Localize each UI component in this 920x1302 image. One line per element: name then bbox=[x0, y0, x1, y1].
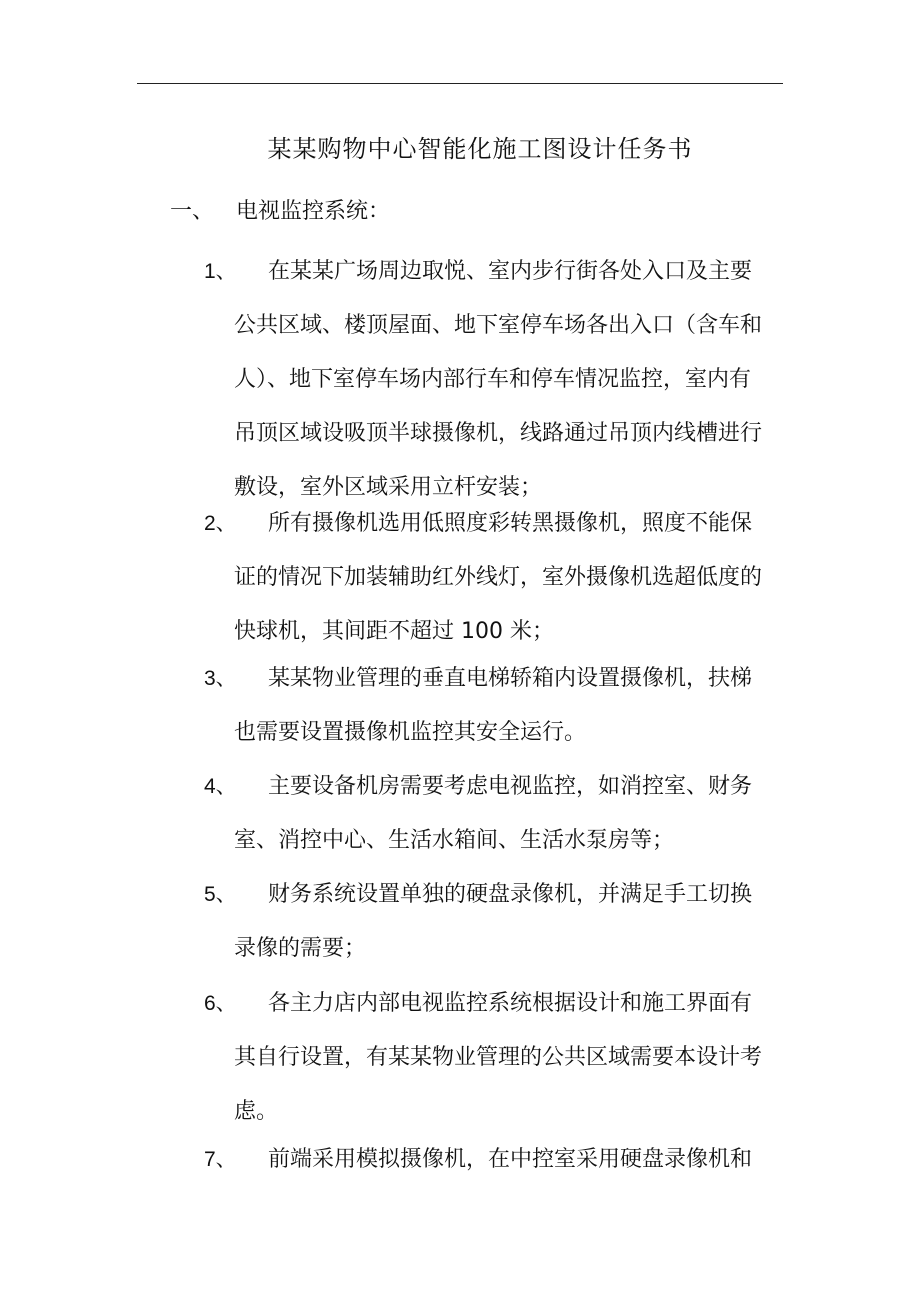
item-line: 所有摄像机选用低照度彩转黑摄像机，照度不能保 bbox=[268, 511, 753, 536]
list-item bbox=[204, 652, 784, 760]
section-heading-text: 电视监控系统： bbox=[236, 199, 391, 224]
list-item bbox=[204, 868, 784, 976]
item-line: 前端采用模拟摄像机，在中控室采用硬盘录像机和 bbox=[268, 1147, 753, 1172]
item-line: 快球机，其间距不超过 100 米； bbox=[234, 619, 554, 644]
section-heading bbox=[170, 196, 390, 228]
list-item bbox=[204, 977, 784, 1139]
item-number: 7、 bbox=[204, 1148, 237, 1171]
document-title: 某某购物中心智能化施工图设计任务书 bbox=[267, 135, 693, 163]
list-item bbox=[204, 760, 784, 868]
item-number: 3、 bbox=[204, 667, 237, 690]
item-line: 公共区域、楼顶屋面、地下室停车场各出入口（含车和 bbox=[234, 313, 763, 338]
item-line: 也需要设置摄像机监控其安全运行。 bbox=[234, 720, 587, 745]
list-item bbox=[204, 497, 784, 659]
item-line: 各主力店内部电视监控系统根据设计和施工界面有 bbox=[268, 991, 753, 1016]
item-line: 在某某广场周边取悦、室内步行街各处入口及主要 bbox=[268, 259, 753, 284]
item-line: 录像的需要； bbox=[234, 936, 367, 961]
list-item bbox=[204, 245, 784, 515]
item-line: 财务系统设置单独的硬盘录像机，并满足手工切换 bbox=[268, 882, 753, 907]
item-number: 1、 bbox=[204, 260, 237, 283]
item-line: 人）、地下室停车场内部行车和停车情况监控，室内有 bbox=[234, 367, 752, 392]
item-number: 6、 bbox=[204, 992, 237, 1015]
item-number: 5、 bbox=[204, 883, 237, 906]
list-item bbox=[204, 1133, 784, 1187]
item-line: 其自行设置，有某某物业管理的公共区域需要本设计考 bbox=[234, 1045, 763, 1070]
item-line: 某某物业管理的垂直电梯轿箱内设置摄像机，扶梯 bbox=[268, 666, 753, 691]
item-number: 4、 bbox=[204, 775, 237, 798]
item-line: 证的情况下加装辅助红外线灯，室外摄像机选超低度的 bbox=[234, 565, 763, 590]
item-line: 虑。 bbox=[234, 1099, 279, 1124]
header-rule bbox=[137, 83, 783, 84]
item-line: 主要设备机房需要考虑电视监控，如消控室、财务 bbox=[268, 774, 753, 799]
item-line: 室、消控中心、生活水箱间、生活水泵房等； bbox=[234, 828, 675, 853]
section-number: 一、 bbox=[170, 199, 215, 224]
item-line: 敷设，室外区域采用立杆安装； bbox=[234, 475, 543, 500]
item-number: 2、 bbox=[204, 512, 237, 535]
item-line: 吊顶区域设吸顶半球摄像机，线路通过吊顶内线槽进行 bbox=[234, 421, 763, 446]
